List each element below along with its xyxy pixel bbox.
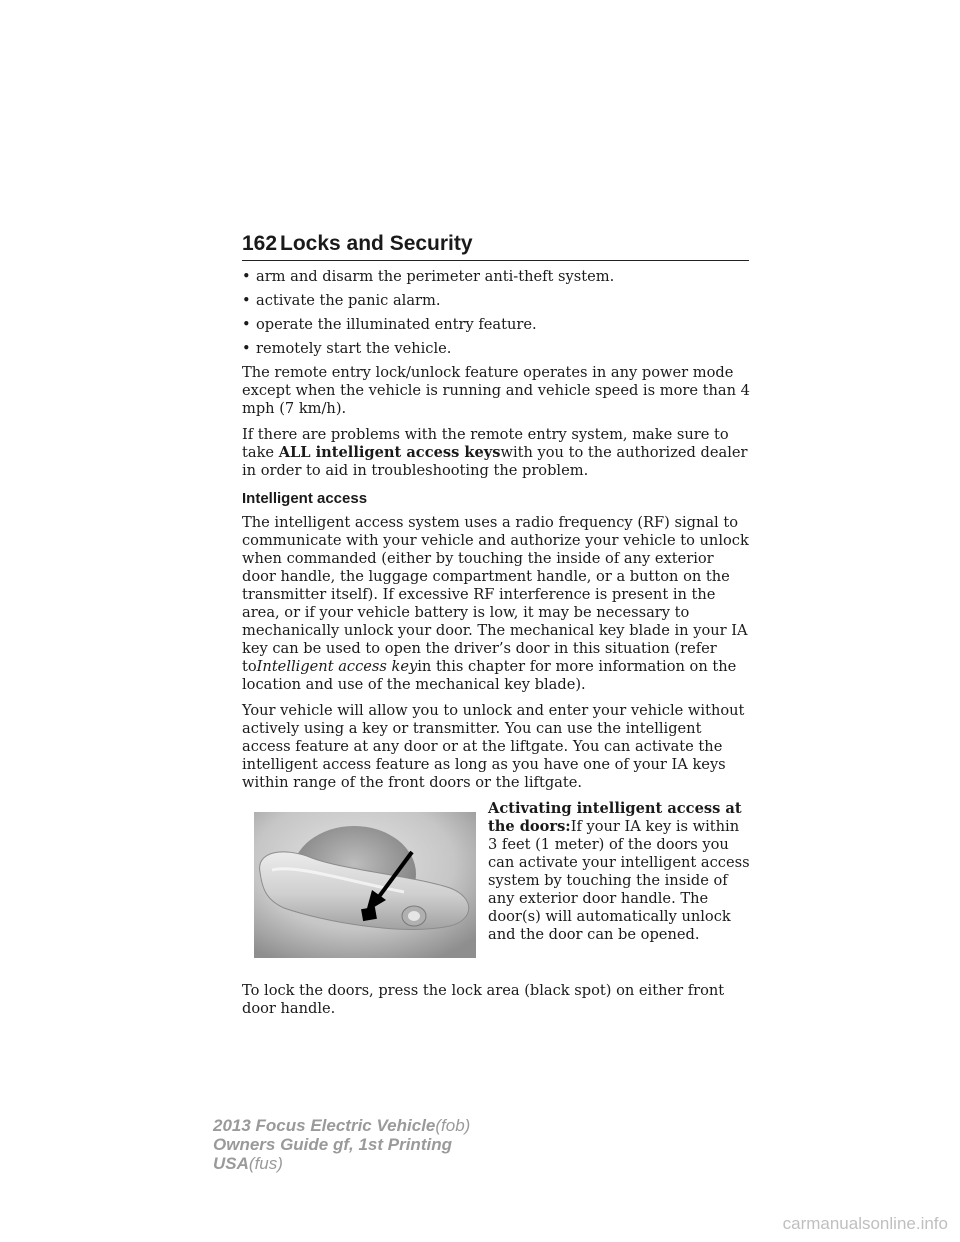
list-item: • operate the illuminated entry feature. bbox=[242, 316, 537, 333]
watermark: carmanualsonline.info bbox=[782, 1214, 948, 1233]
door-handle-illustration bbox=[254, 812, 476, 958]
paragraph-unlock-without-key: Your vehicle will allow you to unlock and enter your vehicle without actively using a key or transmitter. You can use the intelligent access feature at any door or at the liftgate. You can activate the intelligent access feature as long as you have one of your IA keys within range of the front doors or the liftgate. bbox=[242, 702, 745, 791]
footer-line-market: USA(fus) bbox=[213, 1154, 283, 1173]
page-header bbox=[242, 232, 749, 261]
page-content bbox=[242, 268, 750, 1026]
footer-line-printing: Owners Guide gf, 1st Printing bbox=[213, 1135, 452, 1154]
list-item: • activate the panic alarm. bbox=[242, 292, 441, 309]
feature-bullet-list bbox=[242, 268, 750, 358]
paragraph-remote-entry-problems: If there are problems with the remote entry system, make sure to take ALL intelligent access keyswith you to the authorized dealer in order to aid in troubleshooting the problem. bbox=[242, 426, 748, 479]
figure-caption: Activating intelligent access at the doors:If your IA key is within 3 feet (1 meter) of the doors you can activate your intelligent access system by touching the inside of any exterior door handle. The door(s) will automatically unlock and the door can be opened. bbox=[488, 800, 750, 943]
chapter-title: Locks and Security bbox=[280, 232, 473, 255]
bullet-icon: • bbox=[242, 268, 251, 285]
document-footer bbox=[213, 1116, 470, 1173]
footer-line-vehicle: 2013 Focus Electric Vehicle(fob) bbox=[213, 1116, 471, 1135]
bold-term: ALL intelligent access keys bbox=[278, 444, 501, 461]
bullet-icon: • bbox=[242, 292, 251, 309]
bullet-icon: • bbox=[242, 340, 251, 357]
page-number: 162 bbox=[242, 232, 278, 255]
list-item: • remotely start the vehicle. bbox=[242, 340, 452, 357]
section-heading: Intelligent access bbox=[242, 490, 368, 507]
list-item: • arm and disarm the perimeter anti-theft system. bbox=[242, 268, 615, 285]
paragraph-remote-entry-speed: The remote entry lock/unlock feature operates in any power mode except when the vehicle is running and vehicle speed is more than 4 mph (7 km/h). bbox=[242, 364, 750, 417]
cross-reference: Intelligent access key bbox=[256, 658, 418, 675]
caption-heading: Activating intelligent access at the doors: bbox=[488, 800, 742, 835]
paragraph-lock-doors: To lock the doors, press the lock area (black spot) on either front door handle. bbox=[242, 982, 725, 1017]
figure-door-handle bbox=[242, 800, 750, 970]
bullet-icon: • bbox=[242, 316, 251, 333]
paragraph-intelligent-access-system: The intelligent access system uses a radio frequency (RF) signal to communicate with your vehicle and authorize your vehicle to unlock when commanded (either by touching the inside of any exterior door handle, the luggage compartment handle, or a button on the transmitter itself). If excessive RF interference is present in the area, or if your vehicle battery is low, it may be necessary to mechanically unlock your door. The mechanical key blade in your IA key can be used to open the driver’s door in this situation (refer toIntelligent access keyin this chapter for more information on the location and use of the mechanical key blade). bbox=[242, 514, 749, 693]
